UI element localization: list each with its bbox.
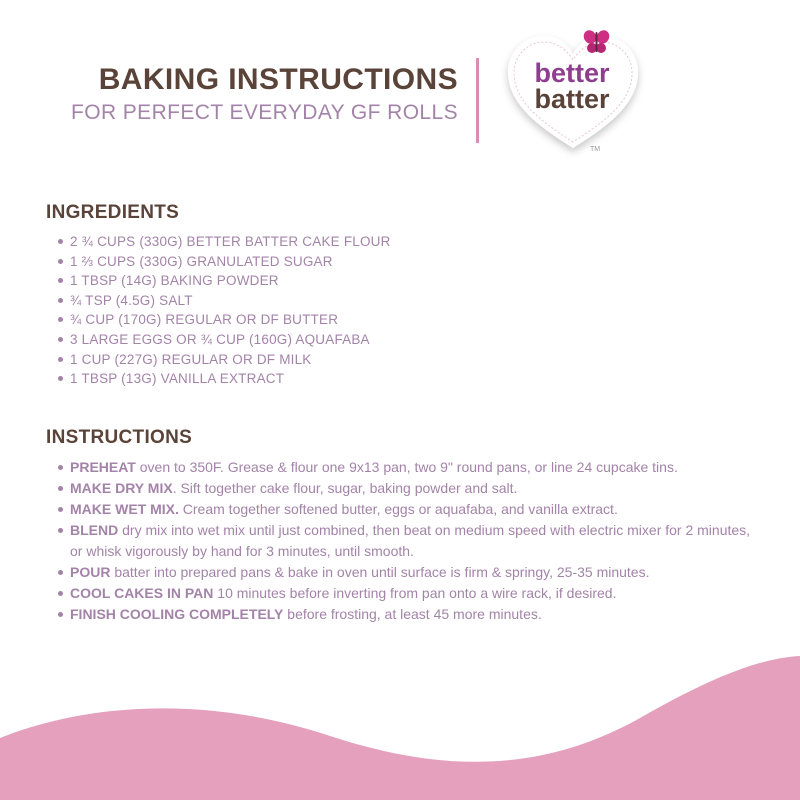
step-label: FINISH COOLING COMPLETELY: [70, 606, 284, 622]
wave-shape: [0, 656, 800, 800]
step-text: batter into prepared pans & bake in oven until surface is firm & springy, 25-35 minutes.: [110, 564, 650, 580]
ingredient-item: 1 ⅔ CUPS (330G) GRANULATED SUGAR: [58, 252, 766, 272]
instruction-step: [58, 499, 766, 520]
step-label: MAKE DRY MIX: [70, 480, 173, 496]
logo-text-better: better: [534, 58, 610, 88]
logo-text-batter: batter: [534, 84, 610, 114]
ingredient-item: 2 ¾ CUPS (330G) BETTER BATTER CAKE FLOUR: [58, 232, 766, 252]
instructions-list: [46, 457, 766, 625]
instruction-step: [58, 562, 766, 583]
brand-logo: [498, 20, 648, 160]
instructions-heading: INSTRUCTIONS: [46, 427, 193, 448]
logo-graphic: [498, 20, 648, 160]
ingredient-item: ¾ TSP (4.5G) SALT: [58, 291, 766, 311]
step-label: POUR: [70, 564, 111, 580]
instruction-step: [58, 457, 766, 478]
step-text: . Sift together cake flour, sugar, baking powder and salt.: [172, 480, 518, 496]
step-text: dry mix into wet mix until just combined, then beat on medium speed with electric mixer for 2 minutes, or whisk vigorously by hand for 3 minutes, until smooth.: [70, 522, 751, 559]
step-label: COOL CAKES IN PAN: [70, 585, 214, 601]
step-text: oven to 350F. Grease & flour one 9x13 pan, two 9" round pans, or line 24 cupcake tins.: [135, 459, 678, 475]
ingredient-item: 1 TBSP (14G) BAKING POWDER: [58, 271, 766, 291]
ingredients-section: [46, 202, 766, 389]
trademark-mark: TM: [590, 146, 601, 153]
step-label: MAKE WET MIX.: [70, 501, 179, 517]
step-label: BLEND: [70, 522, 119, 538]
instructions-section: [46, 427, 766, 625]
step-text: 10 minutes before inverting from pan onto a wire rack, if desired.: [213, 585, 617, 601]
page-title: BAKING INSTRUCTIONS: [98, 63, 458, 96]
instruction-step: [58, 520, 766, 562]
header: [0, 62, 458, 128]
page-subtitle: FOR PERFECT EVERYDAY GF ROLLS: [71, 101, 458, 124]
ingredient-item: ¾ CUP (170G) REGULAR OR DF BUTTER: [58, 310, 766, 330]
header-divider: [476, 58, 479, 143]
instruction-step: [58, 583, 766, 604]
ingredients-list: [46, 232, 766, 389]
ingredient-item: 1 CUP (227G) REGULAR OR DF MILK: [58, 350, 766, 370]
decorative-wave: [0, 620, 800, 800]
instruction-step: [58, 478, 766, 499]
step-text: before frosting, at least 45 more minutes.: [283, 606, 542, 622]
step-label: PREHEAT: [70, 459, 136, 475]
step-text: Cream together softened butter, eggs or aquafaba, and vanilla extract.: [178, 501, 618, 517]
ingredient-item: 3 LARGE EGGS OR ¾ CUP (160G) AQUAFABA: [58, 330, 766, 350]
ingredients-heading: INGREDIENTS: [46, 202, 180, 223]
ingredient-item: 1 TBSP (13G) VANILLA EXTRACT: [58, 369, 766, 389]
